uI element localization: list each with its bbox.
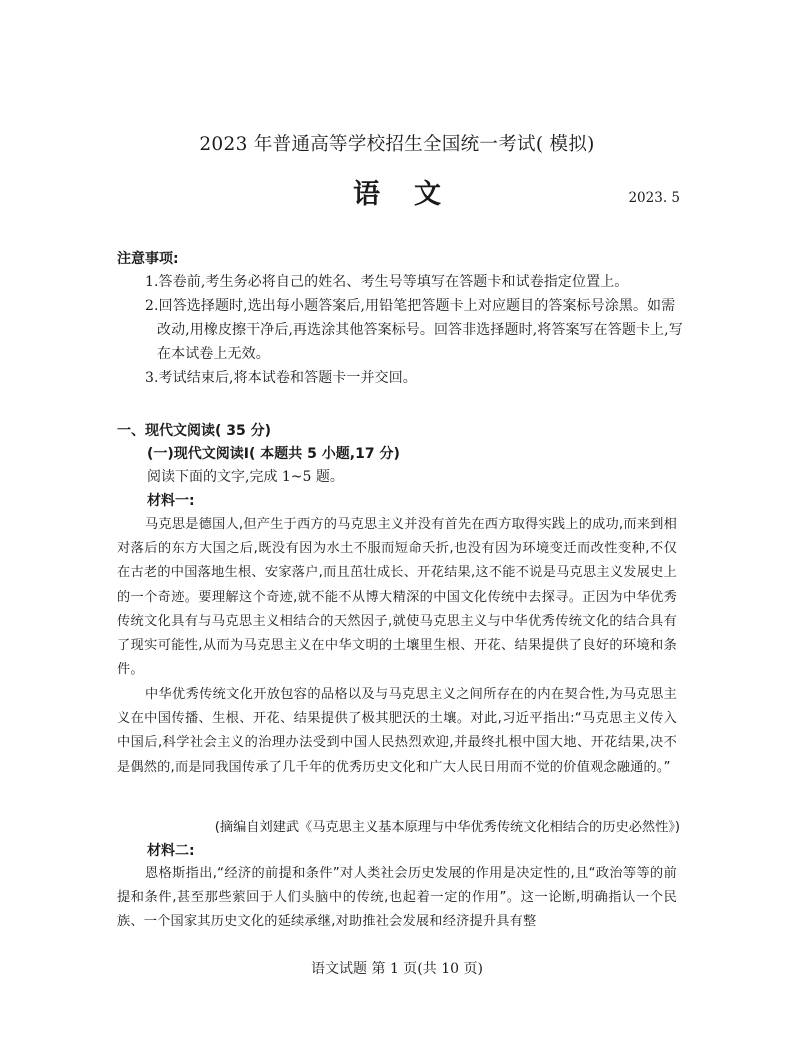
notice-item-1: 1.答卷前,考生务必将自己的姓名、考生号等填写在答题卡和试卷指定位置上。 [145, 274, 629, 290]
notice-item-2: 2.回答选择题时,选出每小题答案后,用铅笔把答题卡上对应题目的答案标号涂黑。如需改动,用橡皮擦干净后,再选涂其他答案标号。回答非选择题时,将答案写在答题卡上,写在本试卷上无效。 [145, 298, 683, 362]
subject-char-1: 语 [353, 179, 380, 210]
material-1-source: (摘编自刘建武《马克思主义基本原理与中华优秀传统文化相结合的历史必然性》) [214, 820, 680, 835]
material-1-label: 材料一: [147, 493, 195, 509]
material-1-paragraph-1: 马克思是德国人,但产生于西方的马克思主义并没有首先在西方取得实践上的成功,而来到相对落后的东方大国之后,既没有因为水土不服而短命夭折,也没有因为环境变迁而改性变种,不仅在古老的中国落地生根、安家落户,而且茁壮成长、开花结果,这不能不说是马克思主义发展史上的一个奇迹。要理解这个奇迹,就不能不从博大精深的中国文化传统中去探寻。正因为中华优秀传统文化具有与马克思主义相结合的天然因子,就使马克思主义与中华优秀传统文化的结合具有了现实可能性,从而为马克思主义在中华文明的土壤里生根、开花、结果提供了良好的环境和条件。 [117, 517, 677, 678]
exam-title: 2023 年普通高等学校招生全国统一考试( 模拟) [199, 134, 595, 155]
reading-instruction: 阅读下面的文字,完成 1~5 题。 [147, 469, 344, 485]
material-2-label: 材料二: [147, 843, 195, 859]
sub-section-heading: (一)现代文阅读Ⅰ( 本题共 5 小题,17 分) [147, 446, 400, 462]
notice-item-3: 3.考试结束后,将本试卷和答题卡一并交回。 [145, 370, 417, 386]
page-footer: 语文试题 第 1 页(共 10 页) [311, 961, 483, 977]
material-2-paragraph-1: 恩格斯指出,“经济的前提和条件”对人类社会历史发展的作用是决定性的,且“政治等等的前提和条件,甚至那些萦回于人们头脑中的传统,也起着一定的作用”。这一论断,明确指认一个民族、一个国家其历史文化的延续承继,对助推社会发展和经济提升具有整 [117, 866, 677, 930]
notice-list [117, 270, 683, 390]
section-heading: 一、现代文阅读( 35 分) [117, 423, 272, 439]
exam-date: 2023. 5 [628, 190, 680, 206]
material-1-paragraph-2: 中华优秀传统文化开放包容的品格以及与马克思主义之间所存在的内在契合性,为马克思主义在中国传播、生根、开花、结果提供了极其肥沃的土壤。对此,习近平指出:“马克思主义传入中国后,科学社会主义的治理办法受到中国人民热烈欢迎,并最终扎根中国大地、开花结果,决不是偶然的,而是同我国传承了几千年的优秀历史文化和广大人民日用而不觉的价值观念融通的。” [117, 687, 677, 775]
notice-heading: 注意事项: [117, 251, 179, 267]
subject-char-2: 文 [414, 179, 441, 210]
